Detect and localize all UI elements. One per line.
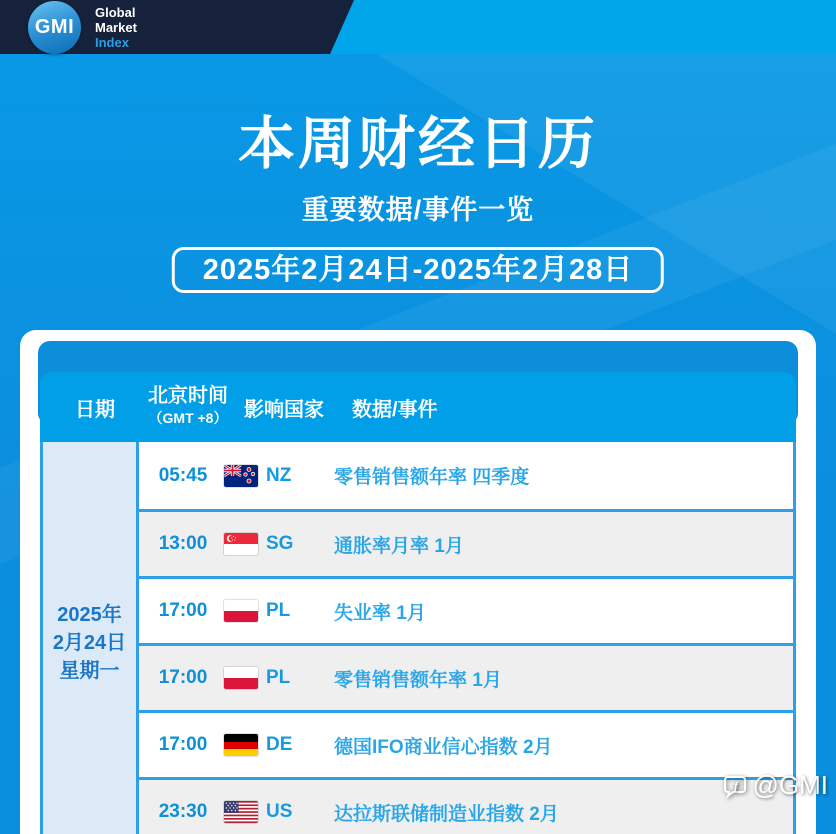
flag-nz-icon — [224, 465, 258, 487]
logo-word-index: Index — [95, 35, 129, 50]
logo-word-market: Market — [95, 20, 137, 35]
event-time: 13:00 — [158, 533, 208, 554]
logo-monogram: GMI — [34, 16, 75, 38]
table-row — [43, 777, 793, 834]
speech-bubble-f-icon — [724, 774, 748, 798]
country-code: DE — [266, 734, 293, 755]
event-label: 零售销售额年率 1月 — [334, 669, 502, 691]
event-label: 失业率 1月 — [334, 602, 426, 624]
event-label: 通胀率月率 1月 — [334, 535, 464, 557]
flag-de-icon — [224, 734, 258, 756]
table-header-row — [40, 372, 796, 442]
event-label: 零售销售额年率 四季度 — [334, 467, 530, 488]
flag-sg-icon — [224, 533, 258, 555]
page-title: 本周财经日历 — [238, 112, 598, 176]
logo-word-global: Global — [95, 5, 136, 20]
event-time: 17:00 — [158, 600, 208, 621]
page-subtitle: 重要数据/事件一览 — [301, 195, 535, 225]
column-header-time-label: 北京时间 — [148, 385, 228, 407]
date-group-year: 2025年 — [57, 604, 122, 626]
event-time: 17:00 — [158, 734, 208, 755]
country-code: PL — [266, 667, 291, 688]
table-row — [43, 509, 793, 576]
country-code: US — [266, 801, 293, 822]
table-row — [43, 576, 793, 643]
event-rows — [43, 442, 793, 834]
gmi-logo-icon — [28, 1, 81, 54]
event-time: 17:00 — [158, 667, 208, 688]
watermark-handle: @GMI — [752, 770, 828, 800]
column-header-date: 日期 — [75, 398, 115, 421]
table-row — [43, 643, 793, 710]
country-code: SG — [266, 533, 294, 554]
column-header-gmt: （GMT +8） — [148, 410, 228, 426]
column-header-country: 影响国家 — [244, 398, 324, 421]
country-code: NZ — [266, 464, 292, 486]
calendar-card — [20, 330, 816, 834]
gmi-logo — [28, 1, 137, 54]
logo-wordmark — [95, 5, 137, 50]
date-group-cell — [43, 442, 139, 834]
flag-pl-icon — [224, 667, 258, 689]
svg-text:f: f — [733, 778, 738, 792]
country-code: PL — [266, 600, 291, 621]
watermark — [724, 770, 829, 801]
event-time: 05:45 — [158, 464, 208, 486]
flag-us-icon — [224, 801, 258, 823]
calendar-table — [40, 372, 796, 834]
table-body — [40, 442, 796, 834]
event-label: 德国IFO商业信心指数 2月 — [334, 736, 553, 758]
date-group-day: 2月24日 — [52, 632, 127, 654]
table-row — [43, 710, 793, 777]
column-header-time — [136, 385, 240, 429]
table-row — [43, 442, 793, 509]
column-header-event: 数据/事件 — [352, 398, 438, 421]
event-label: 达拉斯联储制造业指数 2月 — [334, 803, 559, 825]
date-group-weekday: 星期一 — [59, 660, 120, 682]
event-time: 23:30 — [158, 801, 208, 822]
flag-pl-icon — [224, 600, 258, 622]
date-range-badge: 2025年2月24日-2025年2月28日 — [172, 247, 664, 293]
